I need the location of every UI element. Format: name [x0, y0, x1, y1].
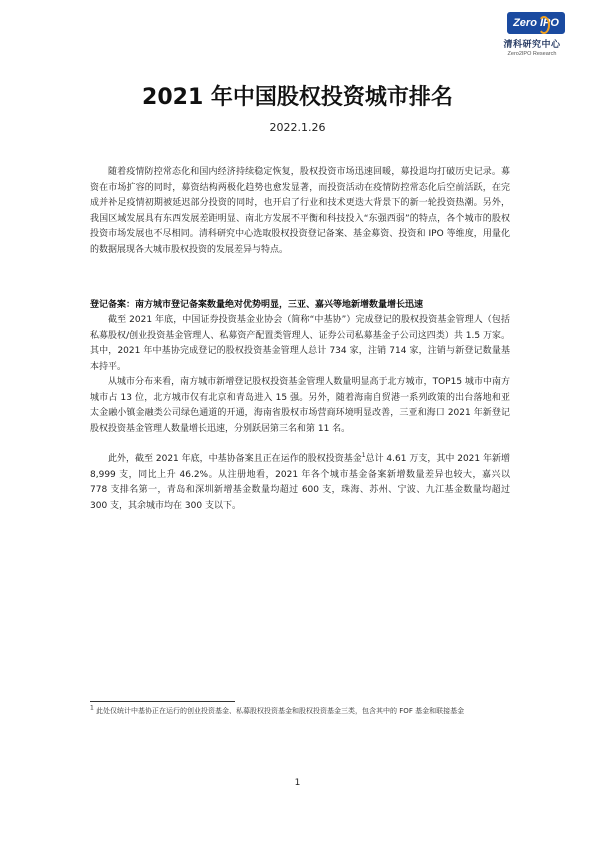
footnote-ref[interactable]: 1	[361, 452, 366, 459]
logo-badge: Zero IPO	[507, 12, 565, 34]
document-date: 2022.1.26	[269, 121, 326, 134]
footnote-divider	[90, 701, 235, 702]
footnote-number: 1	[90, 704, 94, 712]
zero2ipo-logo	[497, 12, 567, 68]
logo-english-name: Zero2IPO Research	[507, 51, 557, 57]
document-title: 2021 年中国股权投资城市排名	[142, 85, 453, 110]
footnote	[90, 705, 515, 718]
logo-chinese-name: 清科研究中心	[503, 40, 561, 50]
logo-swoosh-icon	[538, 16, 550, 34]
footnote-text: 此处仅统计中基协正在运行的创业投资基金、私募股权投资基金和股权投资基金三类，包含其中的 FOF 基金和联接基金	[93, 707, 465, 715]
paragraph-registration: 截至 2021 年底，中国证券投资基金业协会（简称“中基协”）完成登记的股权投资基金管理人（包括私募股权/创业投资基金管理人、私募资产配置类管理人、证券公司私募基金子公司这四类）共 1.5 万家。其中，2021 年中基协完成登记的股权投资基金管理人总计 734 家，注销 714 家，注销与新登记数量基本持平。	[90, 315, 510, 372]
section-heading: 登记备案：南方城市登记备案数量绝对优势明显，三亚、嘉兴等地新增数量增长迅速	[90, 300, 424, 310]
intro-paragraph: 随着疫情防控常态化和国内经济持续稳定恢复，股权投资市场迅速回暖，募投退均打破历史记录。募资在市场扩容的同时，募资结构两极化趋势也愈发显著，而投资活动在疫情防控常态化后空前活跃，在完成并补足疫情初期被延迟部分投资的同时，也开启了行业和技术更迭大背景下的新一轮投资热潮。另外，我国区域发展具有东西发展差距明显、南北方发展不平衡和科技投入“东强西弱”的特点，各个城市的股权投资市场发展也不尽相同。清科研究中心选取股权投资登记备案、基金募资、投资和 IPO 等维度，用量化的数据展现各大城市股权投资的发展差异与特点。	[90, 167, 510, 255]
paragraph-city-distribution: 从城市分布来看，南方城市新增登记股权投资基金管理人数量明显高于北方城市，TOP15 城市中南方城市占 13 位，北方城市仅有北京和青岛进入 15 强。另外，随着海南自贸港一系列政策的出台落地和亚太金融小镇金融类公司绿色通道的开通，海南省股权市场营商环境明显改善，三亚和海口 2021 年新登记股权投资基金管理人数量增长迅速，分别跃居第三名和第 11 名。	[90, 377, 510, 434]
page-number: 1	[294, 778, 301, 788]
paragraph-fund-filings	[90, 452, 510, 514]
paragraph-fund-filings-start: 此外，截至 2021 年底，中基协备案且正在运作的股权投资基金	[108, 454, 362, 464]
paragraph-fund-filings-end: 总计 4.61 万支，其中 2021 年新增 8,999 支，同比上升 46.2%。从注册地看，2021 年各个城市基金备案新增数量差异也较大，嘉兴以 778 支排名第一，青岛和深圳新增基金数量均超过 600 支，珠海、苏州、宁波、九江基金数量均超过 300 支，其余城市均在 300 支以下。	[90, 454, 510, 511]
